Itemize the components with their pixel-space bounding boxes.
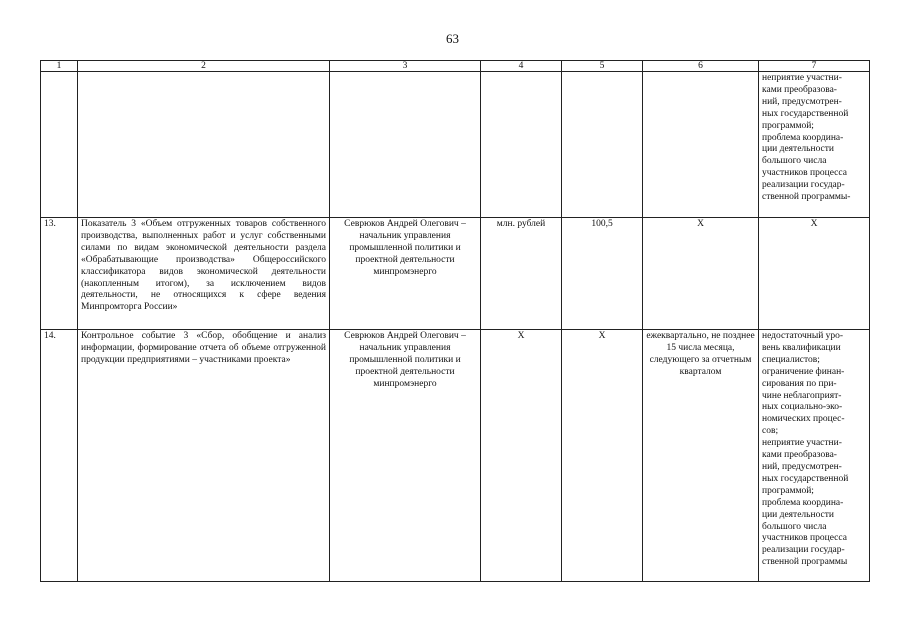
risk-line: ками преобразова- [762,450,837,461]
header-cell: 5 [562,61,643,72]
risk-line: сов; [762,426,779,437]
risk-line: ции деятельности [762,144,835,155]
risk-line: чине неблагоприят- [762,390,842,401]
value [562,72,643,218]
risk-line: ции деятельности [762,509,835,520]
risks-cell [759,330,870,582]
unit: Х [481,330,562,582]
risk-line: ограничение финан- [762,366,845,377]
risk-line: Х [810,219,818,229]
risk-line: ний, предусмотрен- [762,461,842,472]
item-name: Контрольное событие 3 «Сбор, обобщение и анализ информации, формирование отчета об объеме отгруженной продукции предприятиями – участниками проекта» [78,330,330,582]
risk-line: ных государственной [762,108,849,119]
header-cell: 6 [643,61,759,72]
risk-line: участников процесса [762,533,847,544]
risk-line: ных государственной [762,473,849,484]
header-cell: 2 [78,61,330,72]
header-row [41,61,870,72]
item-name: Показатель 3 «Объем отгруженных товаров собственного производства, выполненных работ и услуг собственными силами по видам экономической деятельности раздела «Обрабатывающие производства» Общероссийского классификатора видов экономической деятельности (накопленным итогом), за исключением видов деятельности, не относящихся к сфере ведения Минпромторга России» [78,218,330,330]
risk-line: большого числа [762,156,827,167]
table-row [41,72,870,218]
risk-line: неприятие участни- [762,438,842,449]
header-cell: 3 [330,61,481,72]
risk-line: номических процес- [762,414,845,425]
row-number: 14. [41,330,78,582]
row-number [41,72,78,218]
risk-line: ственной программы- [762,192,851,203]
value: 100,5 [562,218,643,330]
table-row [41,330,870,582]
period [643,72,759,218]
risk-line: проблема координа- [762,132,844,143]
responsible-person: Севрюков Андрей Олегович – начальник управления промышленной политики и проектной деятельности минпромэнерго [330,218,481,330]
risk-line: специалистов; [762,354,820,365]
table-row [41,218,870,330]
header-cell: 7 [759,61,870,72]
risk-line: сирования по при- [762,378,837,389]
risk-line: реализации государ- [762,180,845,191]
risks-cell [759,72,870,218]
risk-line: реализации государ- [762,545,845,556]
value: Х [562,330,643,582]
risk-line: программой; [762,120,814,131]
risk-line: вень квалификации [762,342,841,353]
header-cell: 1 [41,61,78,72]
period: ежеквартально, не позднее 15 числа месяца, следующего за отчетным кварталом [643,330,759,582]
risk-line: проблема координа- [762,497,844,508]
page-number: 63 [446,31,459,46]
risk-line: ных социально-эко- [762,402,843,413]
unit [481,72,562,218]
risk-line: ками преобразова- [762,84,837,95]
risk-line: ственной программы [762,557,848,568]
risk-line: участников процесса [762,168,847,179]
plan-table [40,60,870,582]
header-cell: 4 [481,61,562,72]
risk-line: ний, предусмотрен- [762,96,842,107]
risk-line: неприятие участни- [762,73,842,83]
unit: млн. рублей [481,218,562,330]
responsible-person [330,72,481,218]
risk-line: большого числа [762,521,827,532]
item-name [78,72,330,218]
risk-line: программой; [762,485,814,496]
period: Х [643,218,759,330]
risk-line: недостаточный уро- [762,331,844,341]
risks-cell [759,218,870,330]
responsible-person: Севрюков Андрей Олегович – начальник управления промышленной политики и проектной деятельности минпромэнерго [330,330,481,582]
row-number: 13. [41,218,78,330]
